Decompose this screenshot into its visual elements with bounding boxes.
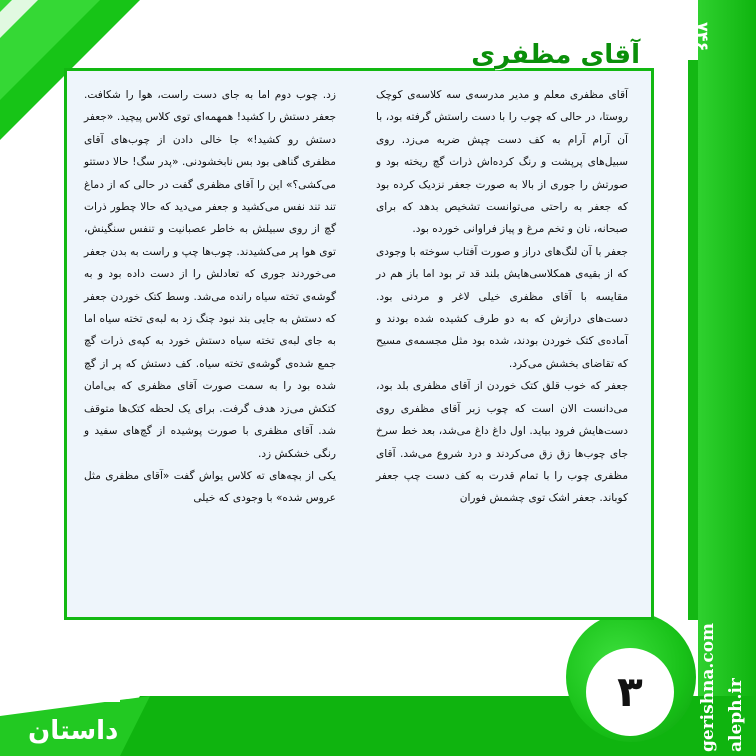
paragraph: جعفر با آن لنگ‌های دراز و صورت آفتاب سوخته با وجودی که از بقیه‌ی همکلاسی‌هایش بلند قد تر بود اما باز هم در مقایسه با آقای مظفری خیلی لاغر و مردنی بود. دست‌های درازش که به دو طرف کشیده شده بودند و آماده‌ی کتک خوردن بودند، شده بود مثل مجسمه‌ی مسیح که تقاضای بخشش می‌کرد. [376,245,628,370]
paragraph: زد. چوب دوم اما به جای دست راست، هوا را شکافت. جعفر دستش را کشید! همهمه‌ای توی کلاس پیچید. «جعفر دستش رو کشید!» جا خالی دادن از چوب‌های آقای مظفری گناهی بود بس نابخشودنی. «پدر سگ! حالا دستتو می‌کشی؟» این را آقای مظفری گفت در حالی که از دماغ تند تند نفس می‌کشید و جعفر می‌دید که حالا چطور ذرات گچ از روی سبیلش به خاطر عصبانیت و تنفس سنگینش، توی هوا پر می‌کشیدند. چوب‌ها چپ و راست به بدن جعفر می‌خوردند جوری که تعادلش را از دست داده بود و به گوشه‌ی تخته سیاه رانده می‌شد. وسط کتک خوردن جعفر که دستش به جایی بند نبود چنگ زد به لبه‌ی تخته سیاه اما به جای لبه‌ی تخته سیاه دستش خورد به کپه‌ی ذرات گچ جمع شده‌ی گوشه‌ی تخته سیاه. کف دستش که پر از گچ شده بود را به سمت صورت آقای مظفری که بی‌امان کتکش می‌زد هدف گرفت. برای یک لحظه کتک‌ها متوقف شد. آقای مظفری با صورت پوشیده از گچ‌های سفید و رنگی خشکش زد. [84,89,336,460]
paragraph: آقای مظفری معلم و مدیر مدرسه‌ی سه کلاسه‌ی کوچک روستا، در حالی که چوب را با دست راستش گرفته بود، با آن آرام آرام به کف دست چپش ضربه می‌زد. روی سبیل‌های پرپشت و رنگ کرده‌اش ذرات گچ ریخته بود و صورتش را جوری از بالا به صورت جعفر نزدیک کرده بود که جعفر به راحتی می‌توانست تشخیص بدهد که برای صبحانه، نان و تخم مرغ و پیاز فراوانی خورده بود. [376,89,628,236]
page-number-badge [586,648,674,736]
article-column-right [376,84,628,510]
article-column-left [84,84,336,510]
page-number: ۳ [617,667,643,716]
paragraph: جعفر که خوب قلق کتک خوردن از آقای مظفری بلد بود، می‌دانست الان است که چوب زبر آقای مظفری روی دست‌هایش فرود بیاید. اول داغ داغ می‌شد، بعد خط سرخ جای چوب‌ها زق زق می‌کردند و درد شروع می‌شد. آقای مظفری چوب را با تمام قدرت به کف دست چپ جعفر کوباند. جعفر اشک توی چشمش فوران [376,380,628,505]
article-title: آقای مظفری [471,40,640,70]
right-side-stripe [688,60,698,620]
website-url-gerishna: gerishna.com [698,622,718,752]
issue-number: ۷۴۶ [693,22,712,52]
paragraph: یکی از بچه‌های ته کلاس یواش گفت «آقای مظفری مثل عروس شده» با وجودی که خیلی [84,469,336,505]
website-url-aleph: aleph.ir [726,678,746,752]
section-label: داستان [28,716,119,746]
